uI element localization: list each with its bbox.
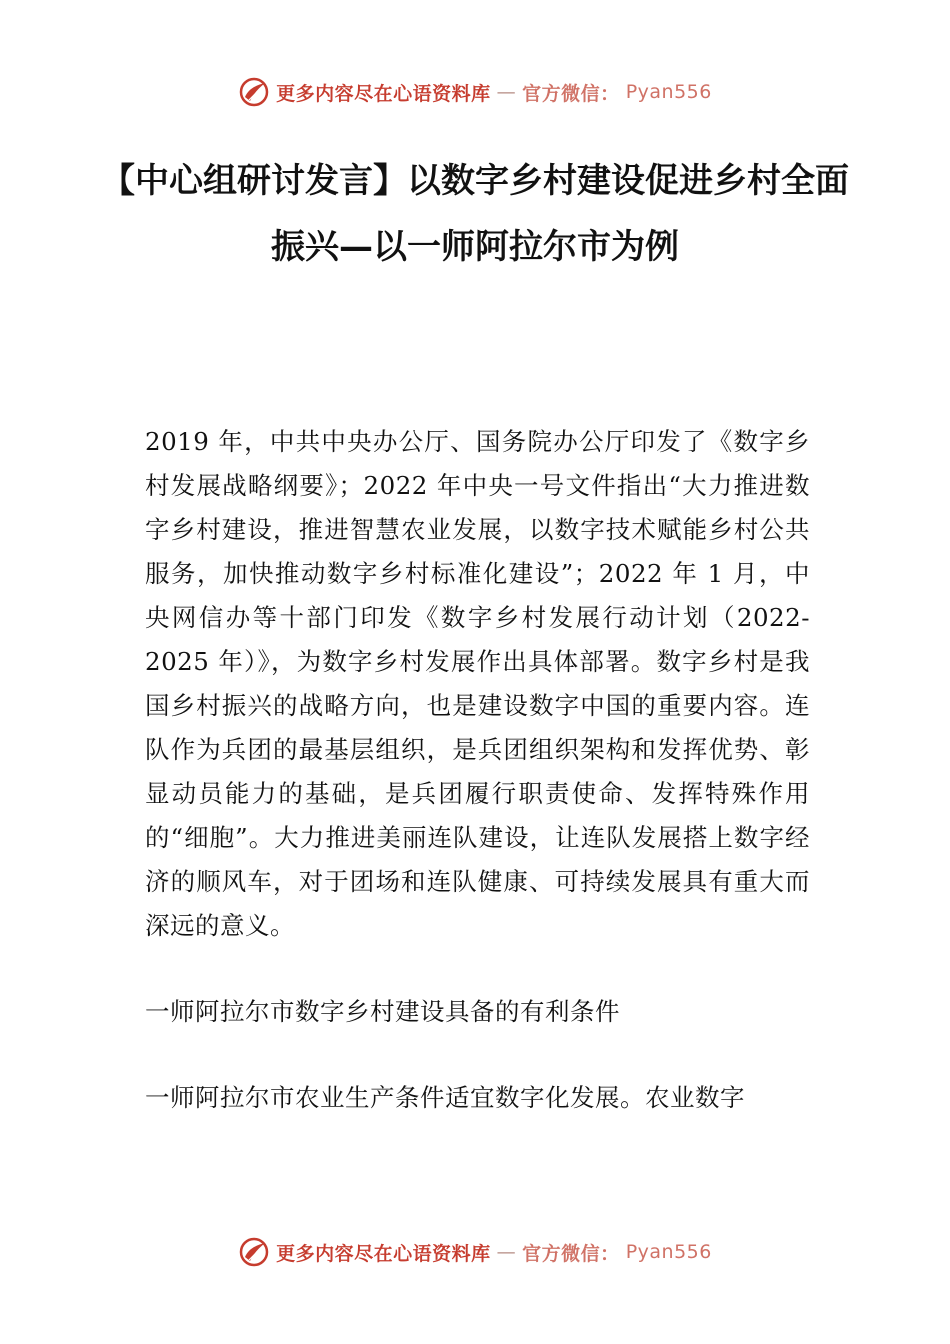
brand-banner	[238, 76, 712, 108]
wechat-label: 官方微信：	[522, 1242, 620, 1265]
brand-separator: —	[496, 1241, 517, 1263]
body-paragraph: 一师阿拉尔市农业生产条件适宜数字化发展。农业数字	[145, 1083, 745, 1112]
document-body	[145, 420, 810, 1120]
page-footer-watermark	[0, 1230, 950, 1274]
page-header-watermark	[0, 70, 950, 114]
brand-separator: —	[496, 81, 517, 103]
section-heading: 一师阿拉尔市数字乡村建设具备的有利条件	[145, 997, 620, 1026]
wechat-id: Pyan556	[625, 81, 712, 103]
brand-name: 更多内容尽在心语资料库	[276, 82, 491, 105]
body-paragraph: 2019 年，中共中央办公厅、国务院办公厅印发了《数字乡村发展战略纲要》；2022 年中央一号文件指出“大力推进数字乡村建设，推进智慧农业发展，以数字技术赋能乡村公共服务，加快推动数字乡村标准化建设”；2022 年 1 月，中央网信办等十部门印发《数字乡村发展行动计划（2022-2025 年）》，为数字乡村发展作出具体部署。数字乡村是我国乡村振兴的战略方向，也是建设数字中国的重要内容。连队作为兵团的最基层组织，是兵团组织架构和发挥优势、彰显动员能力的基础，是兵团履行职责使命、发挥特殊作用的“细胞”。大力推进美丽连队建设，让连队发展搭上数字经济的顺风车，对于团场和连队健康、可持续发展具有重大而深远的意义。	[145, 427, 810, 940]
brand-logo-icon	[238, 76, 270, 108]
document-title: 【中心组研讨发言】以数字乡村建设促进乡村全面振兴—以一师阿拉尔市为例	[101, 161, 849, 267]
brand-name: 更多内容尽在心语资料库	[276, 1242, 491, 1265]
wechat-label: 官方微信：	[522, 82, 620, 105]
brand-banner	[238, 1236, 712, 1268]
brand-logo-icon	[238, 1236, 270, 1268]
wechat-id: Pyan556	[625, 1241, 712, 1263]
